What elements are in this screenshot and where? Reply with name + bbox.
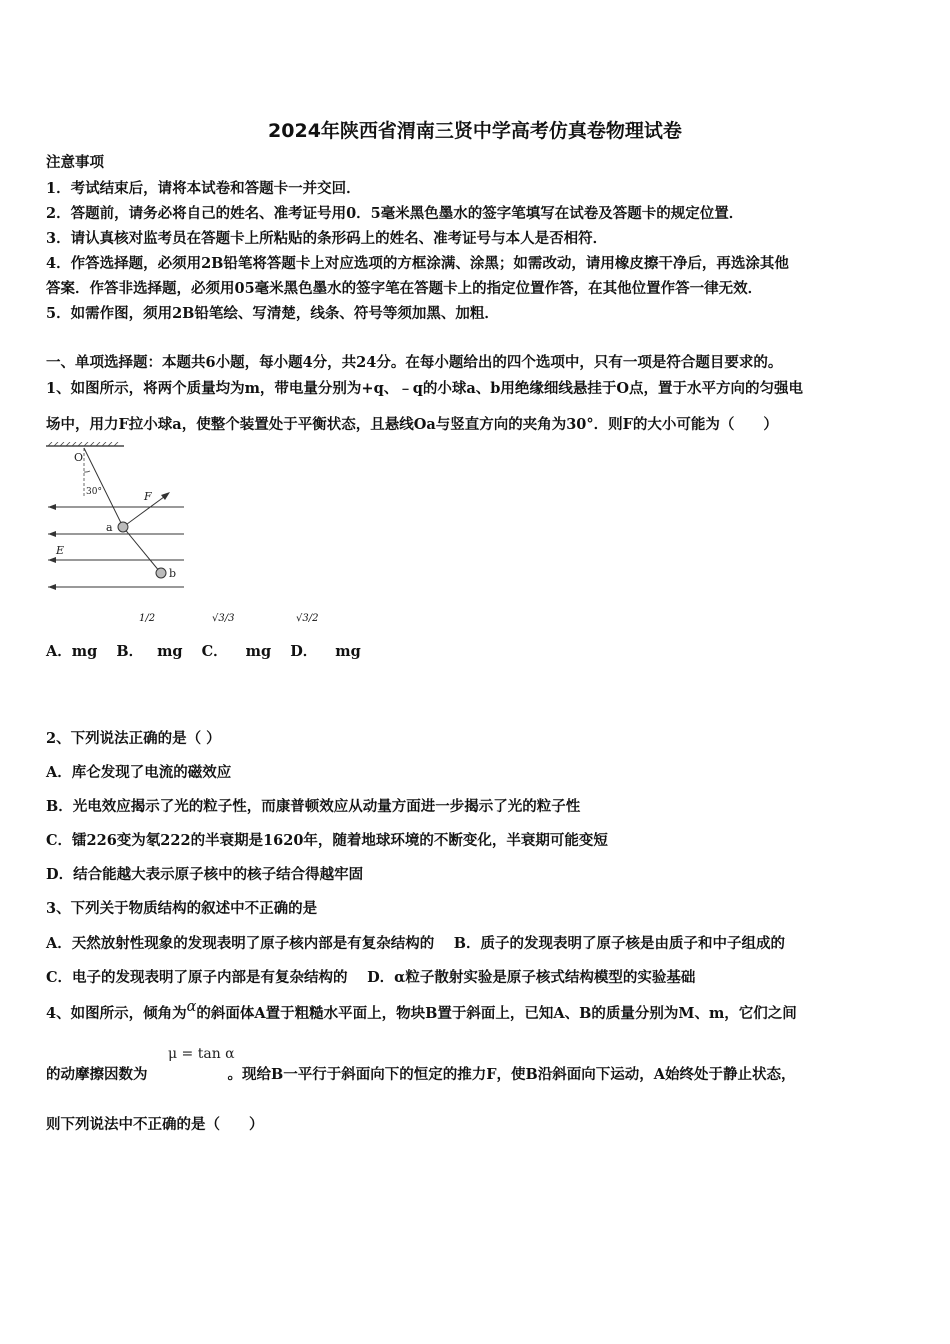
option-c-unit: mg [245, 643, 272, 660]
q4-text: 的动摩擦因数为 [46, 1066, 148, 1083]
option-d-coefficient: √3/2 [296, 613, 319, 624]
question-1-figure [44, 442, 189, 592]
figure-label-angle: 30° [86, 487, 102, 497]
notice-heading: 注意事项 [46, 154, 104, 171]
notice-item: 3．请认真核对监考员在答题卡上所粘贴的条形码上的姓名、准考证号与本人是否相符． [46, 230, 608, 247]
figure-label-a: a [106, 521, 113, 534]
option-d-unit: mg [335, 643, 361, 660]
q4-text: 。现给B一平行于斜面向下的恒定的推力F，使B沿斜面向下运动，A始终处于静止状态， [227, 1066, 796, 1083]
question-1-stem-line2: 场中，用力F拉小球a，使整个装置处于平衡状态，且悬线Oa与竖直方向的夹角为30°．则F的大小可能为（ ） [46, 416, 778, 433]
notice-item: 5．如需作图，须用2B铅笔绘、写清楚，线条、符号等须加黑、加粗． [46, 305, 499, 322]
question-4-stem-line3: 则下列说法中不正确的是（ ） [46, 1116, 264, 1133]
option-a-unit: mg [71, 643, 98, 660]
notice-item: 答案．作答非选择题，必须用05毫米黑色墨水的签字笔在答题卡上的指定位置作答，在其他位置作答一律无效． [46, 280, 763, 297]
option-a-letter: A． [46, 643, 72, 660]
question-2-stem: 2、下列说法正确的是（ ） [46, 730, 221, 747]
figure-label-b: b [169, 567, 177, 580]
question-4-stem-line2 [46, 1063, 796, 1084]
question-2-option: D．结合能越大表示原子核中的核子结合得越牢固 [46, 866, 364, 883]
q4-mu-expression: μ = tan α [168, 1046, 235, 1062]
question-3-options-line1: A．天然放射性现象的发现表明了原子核内部是有复杂结构的 B．质子的发现表明了原子核是由质子和中子组成的 [46, 935, 786, 952]
figure-label-f: F [144, 490, 152, 503]
question-2-option: B．光电效应揭示了光的粒子性，而康普顿效应从动量方面进一步揭示了光的粒子性 [46, 798, 581, 815]
question-2-option: C．镭226变为氡222的半衰期是1620年，随着地球环境的不断变化，半衰期可能变短 [46, 832, 608, 849]
option-c-letter: C． [201, 643, 228, 660]
q4-text: 的斜面体A置于粗糙水平面上，物块B置于斜面上，已知A、B的质量分别为M、m，它们之间 [196, 1005, 797, 1022]
section-heading: 一、单项选择题：本题共6小题，每小题4分，共24分。在每小题给出的四个选项中，只有一项是符合题目要求的。 [46, 354, 783, 371]
question-1-options [46, 640, 361, 661]
notice-item: 2．答题前，请务必将自己的姓名、准考证号用0．5毫米黑色墨水的签字笔填写在试卷及答题卡的规定位置． [46, 205, 744, 222]
notice-item: 4．作答选择题，必须用2B铅笔将答题卡上对应选项的方框涂满、涂黑；如需改动，请用橡皮擦干净后，再选涂其他 [46, 255, 789, 272]
figure-label-e: E [56, 544, 65, 557]
figure-label-o: O [74, 451, 84, 464]
notice-item: 1．考试结束后，请将本试卷和答题卡一并交回． [46, 180, 361, 197]
option-b-unit: mg [157, 643, 183, 660]
option-b-coefficient: 1/2 [139, 613, 156, 624]
question-4-stem-line1 [46, 999, 797, 1023]
q4-alpha-symbol: α [186, 999, 197, 1015]
option-b-letter: B． [116, 643, 144, 660]
option-d-letter: D． [290, 643, 318, 660]
option-c-coefficient: √3/3 [212, 613, 235, 624]
question-1-stem-line1: 1、如图所示，将两个质量均为m，带电量分别为+q、﹣q的小球a、b用绝缘细线悬挂于O点，置于水平方向的匀强电 [46, 380, 804, 397]
page-title: 2024年陕西省渭南三贤中学高考仿真卷物理试卷 [268, 120, 682, 142]
question-2-option: A．库仑发现了电流的磁效应 [46, 764, 232, 781]
question-3-stem: 3、下列关于物质结构的叙述中不正确的是 [46, 900, 318, 917]
question-3-options-line2: C．电子的发现表明了原子内部是有复杂结构的 D．α粒子散射实验是原子核式结构模型的实验基础 [46, 969, 696, 986]
q4-text: 4、如图所示，倾角为 [46, 1005, 187, 1022]
